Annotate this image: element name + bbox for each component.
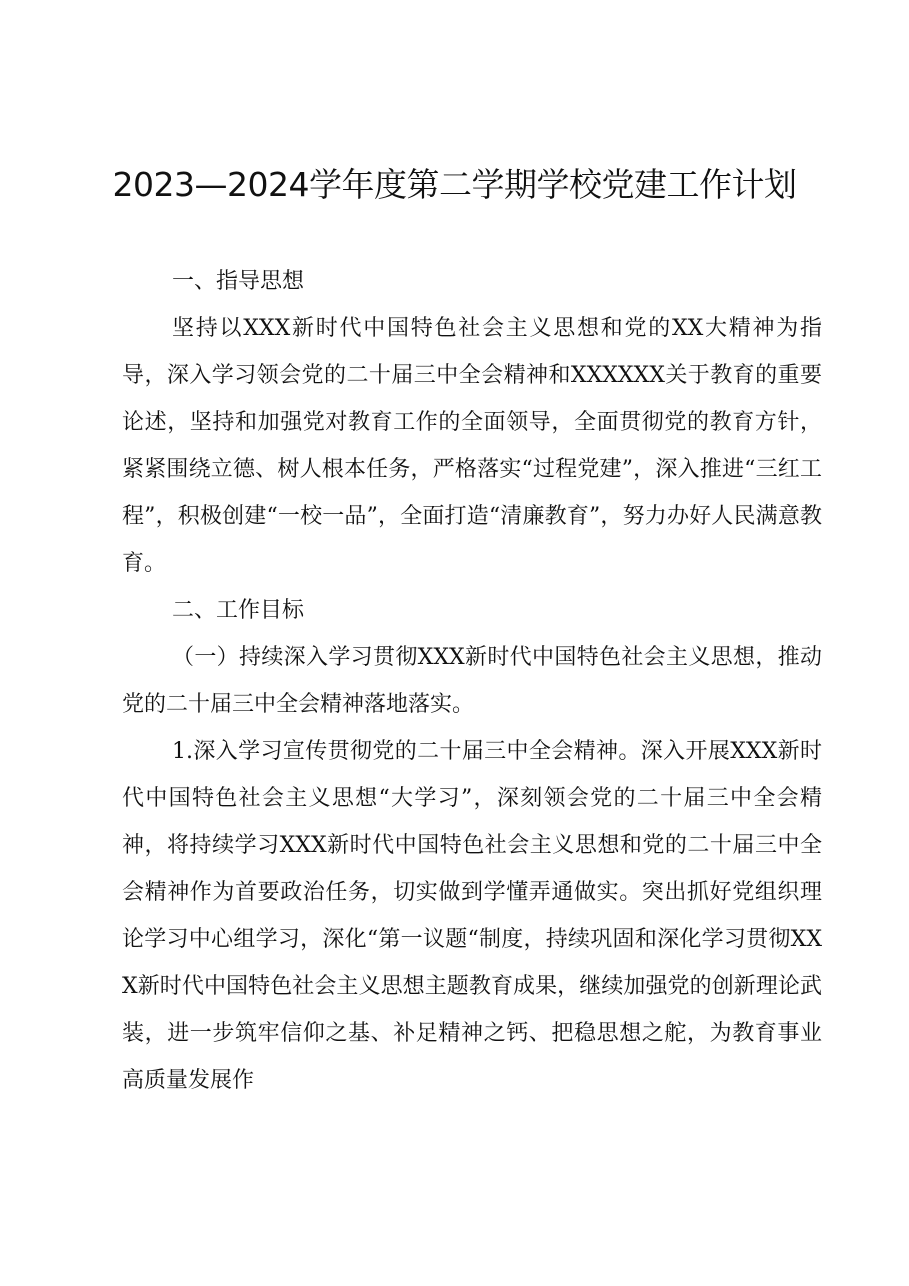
section-heading-guiding-ideology: 一、指导思想 (172, 269, 305, 294)
document-body (122, 258, 822, 1104)
paragraph-item-1: 1.深入学习宣传贯彻党的二十届三中全会精神。深入开展XXX新时代中国特色社会主义思想“大学习”，深刻领会党的二十届三中全会精神，将持续学习XXX新时代中国特色社会主义思想和党的二十届三中全会精神作为首要政治任务，切实做到学懂弄通做实。突出抓好党组织理论学习中心组学习，深化“第一议题“制度，持续巩固和深化学习贯彻XXX新时代中国特色社会主义思想主题教育成果，继续加强党的创新理论武装，进一步筑牢信仰之基、补足精神之钙、把稳思想之舵，为教育事业高质量发展作 (122, 739, 822, 1093)
paragraph-subsection-1: （一）持续深入学习贯彻XXX新时代中国特色社会主义思想，推动党的二十届三中全会精神落地落实。 (122, 645, 822, 717)
section-heading-work-goals: 二、工作目标 (172, 598, 305, 623)
paragraph-guiding-ideology: 坚持以XXX新时代中国特色社会主义思想和党的XX大精神为指导，深入学习领会党的二十届三中全会精神和XXXXXX关于教育的重要论述，坚持和加强党对教育工作的全面领导，全面贯彻党的教育方针，紧紧围绕立德、树人根本任务，严格落实“过程党建”，深入推进“三红工程”，积极创建“一校一品”，全面打造“清廉教育”，努力办好人民满意教育。 (122, 316, 822, 576)
document-title: 2023—2024学年度第二学期学校党建工作计划 (112, 165, 797, 204)
